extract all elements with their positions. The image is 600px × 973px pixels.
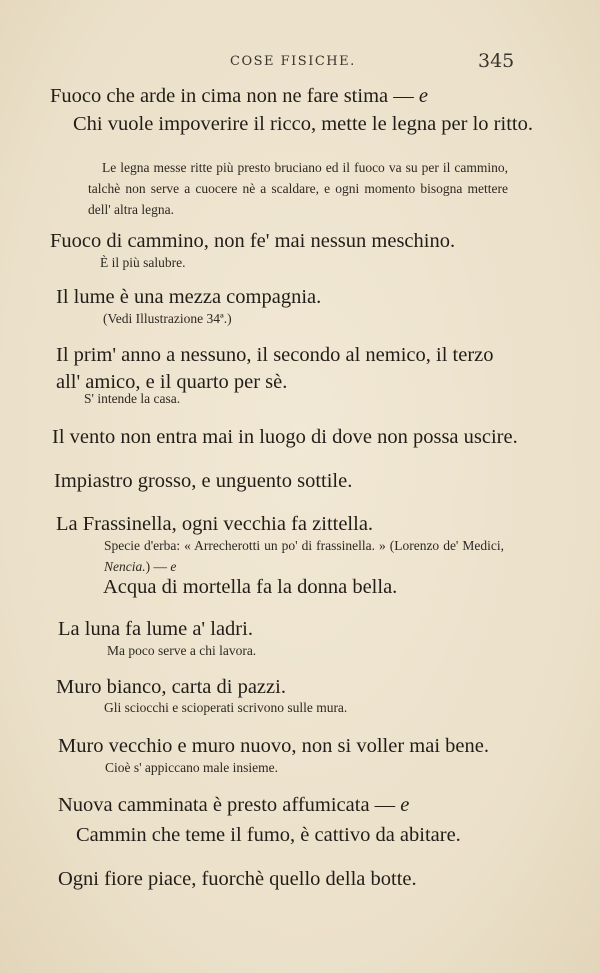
note: È il più salubre. (100, 255, 186, 270)
note: S' intende la casa. (84, 391, 181, 406)
proverb: Muro bianco, carta di pazzi. (56, 676, 286, 698)
proverb: Impiastro grosso, e unguento sottile. (54, 470, 353, 492)
note: Gli sciocchi e scioperati scrivono sulle mura. (104, 700, 348, 715)
page-header (0, 50, 600, 74)
proverb: La luna fa lume a' ladri. (58, 618, 253, 640)
proverb: Fuoco di cammino, non fe' mai nessun meschino. (50, 230, 456, 252)
proverb: Chi vuole impoverire il ricco, mette le legna per lo ritto. (73, 113, 533, 135)
page-number: 345 (478, 50, 515, 72)
proverb: Nuova camminata è presto affumicata — e (58, 794, 410, 816)
note: (Vedi Illustrazione 34ª.) (103, 311, 232, 326)
proverb: Il lume è una mezza compagnia. (56, 286, 322, 308)
proverb: Il prim' anno a nessuno, il secondo al nemico, il terzo all' amico, e il quarto per sè. (56, 344, 494, 393)
proverb: Muro vecchio e muro nuovo, non si voller mai bene. (58, 735, 489, 757)
proverb: Fuoco che arde in cima non ne fare stima — e (50, 85, 428, 107)
note: Specie d'erba: « Arrecherotti un po' di frassinella. » (Lorenzo de' Medici, Nencia.) — e (104, 538, 504, 574)
proverb: Cammin che teme il fumo, è cattivo da abitare. (76, 824, 461, 846)
proverb: Acqua di mortella fa la donna bella. (103, 576, 398, 598)
note: Le legna messe ritte più presto bruciano ed il fuoco va su per il cammino, talchè non serve a cuocere nè a scaldare, e ogni momento bisogna mettere dell' altra legna. (88, 160, 508, 217)
proverb: Ogni fiore piace, fuorchè quello della botte. (58, 868, 417, 890)
note: Cioè s' appiccano male insieme. (105, 760, 279, 775)
note: Ma poco serve a chi lavora. (107, 643, 257, 658)
proverb: La Frassinella, ogni vecchia fa zittella. (56, 513, 374, 535)
running-head: COSE FISICHE. (230, 54, 356, 69)
proverb: Il vento non entra mai in luogo di dove non possa uscire. (52, 426, 518, 448)
